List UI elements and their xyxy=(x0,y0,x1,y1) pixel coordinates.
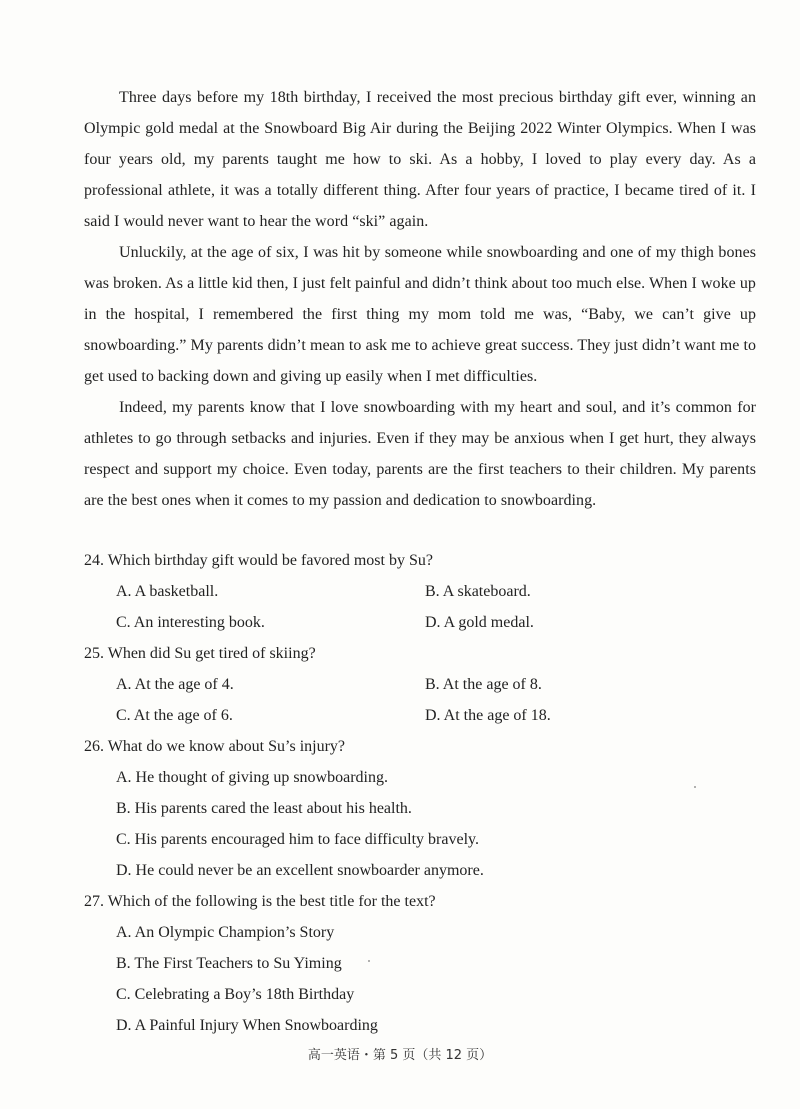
option-d: D. A Painful Injury When Snowboarding xyxy=(116,1017,378,1034)
question-stem: 27. Which of the following is the best title for the text? xyxy=(84,893,436,910)
option-c: C. An interesting book. xyxy=(116,614,265,631)
question-list xyxy=(84,545,756,1041)
scan-speck xyxy=(694,786,696,788)
option-row xyxy=(84,607,756,638)
reading-passage xyxy=(84,82,756,516)
question-25 xyxy=(84,638,756,731)
option-a: A. An Olympic Champion’s Story xyxy=(116,924,335,941)
passage-paragraph-1: Three days before my 18th birthday, I received the most precious birthday gift ever, winning an Olympic gold medal at the Snowboard Big Air during the Beijing 2022 Winter Olympics. When I was four years old, my parents taught me how to ski. As a hobby, I loved to play every day. As a professional athlete, it was a totally different thing. After four years of practice, I became tired of it. I said I would never want to hear the word “ski” again. xyxy=(84,89,756,230)
option-b: B. The First Teachers to Su Yiming xyxy=(116,955,342,972)
option-d: D. He could never be an excellent snowboarder anymore. xyxy=(116,862,484,879)
option-d: D. At the age of 18. xyxy=(425,707,551,724)
option-row xyxy=(84,669,756,700)
question-27 xyxy=(84,886,756,1041)
option-c: C. His parents encouraged him to face difficulty bravely. xyxy=(116,831,479,848)
option-c: C. Celebrating a Boy’s 18th Birthday xyxy=(116,986,355,1003)
page-footer: 高一英语・第 5 页（共 12 页） xyxy=(307,1048,493,1063)
option-a: A. A basketball. xyxy=(116,583,219,600)
option-d: D. A gold medal. xyxy=(425,614,534,631)
question-26 xyxy=(84,731,756,886)
option-a: A. He thought of giving up snowboarding. xyxy=(116,769,388,786)
question-stem: 24. Which birthday gift would be favored most by Su? xyxy=(84,552,433,569)
passage-paragraph-2: Unluckily, at the age of six, I was hit by someone while snowboarding and one of my thigh bones was broken. As a little kid then, I just felt painful and didn’t think about too much else. When I woke up in the hospital, I remembered the first thing my mom told me was, “Baby, we can’t give up snowboarding.” My parents didn’t mean to ask me to achieve great success. They just didn’t want me to get used to backing down and giving up easily when I met difficulties. xyxy=(84,244,756,385)
scan-speck xyxy=(368,960,370,962)
option-a: A. At the age of 4. xyxy=(116,676,234,693)
option-b: B. His parents cared the least about his health. xyxy=(116,800,412,817)
option-row xyxy=(84,576,756,607)
passage-paragraph-3: Indeed, my parents know that I love snowboarding with my heart and soul, and it’s common for athletes to go through setbacks and injuries. Even if they may be anxious when I get hurt, they always respect and support my choice. Even today, parents are the first teachers to their children. My parents are the best ones when it comes to my passion and dedication to snowboarding. xyxy=(84,399,756,509)
question-stem: 25. When did Su get tired of skiing? xyxy=(84,645,316,662)
question-24 xyxy=(84,545,756,638)
option-b: B. At the age of 8. xyxy=(425,676,542,693)
option-c: C. At the age of 6. xyxy=(116,707,233,724)
option-b: B. A skateboard. xyxy=(425,583,531,600)
option-row xyxy=(84,700,756,731)
question-stem: 26. What do we know about Su’s injury? xyxy=(84,738,346,755)
